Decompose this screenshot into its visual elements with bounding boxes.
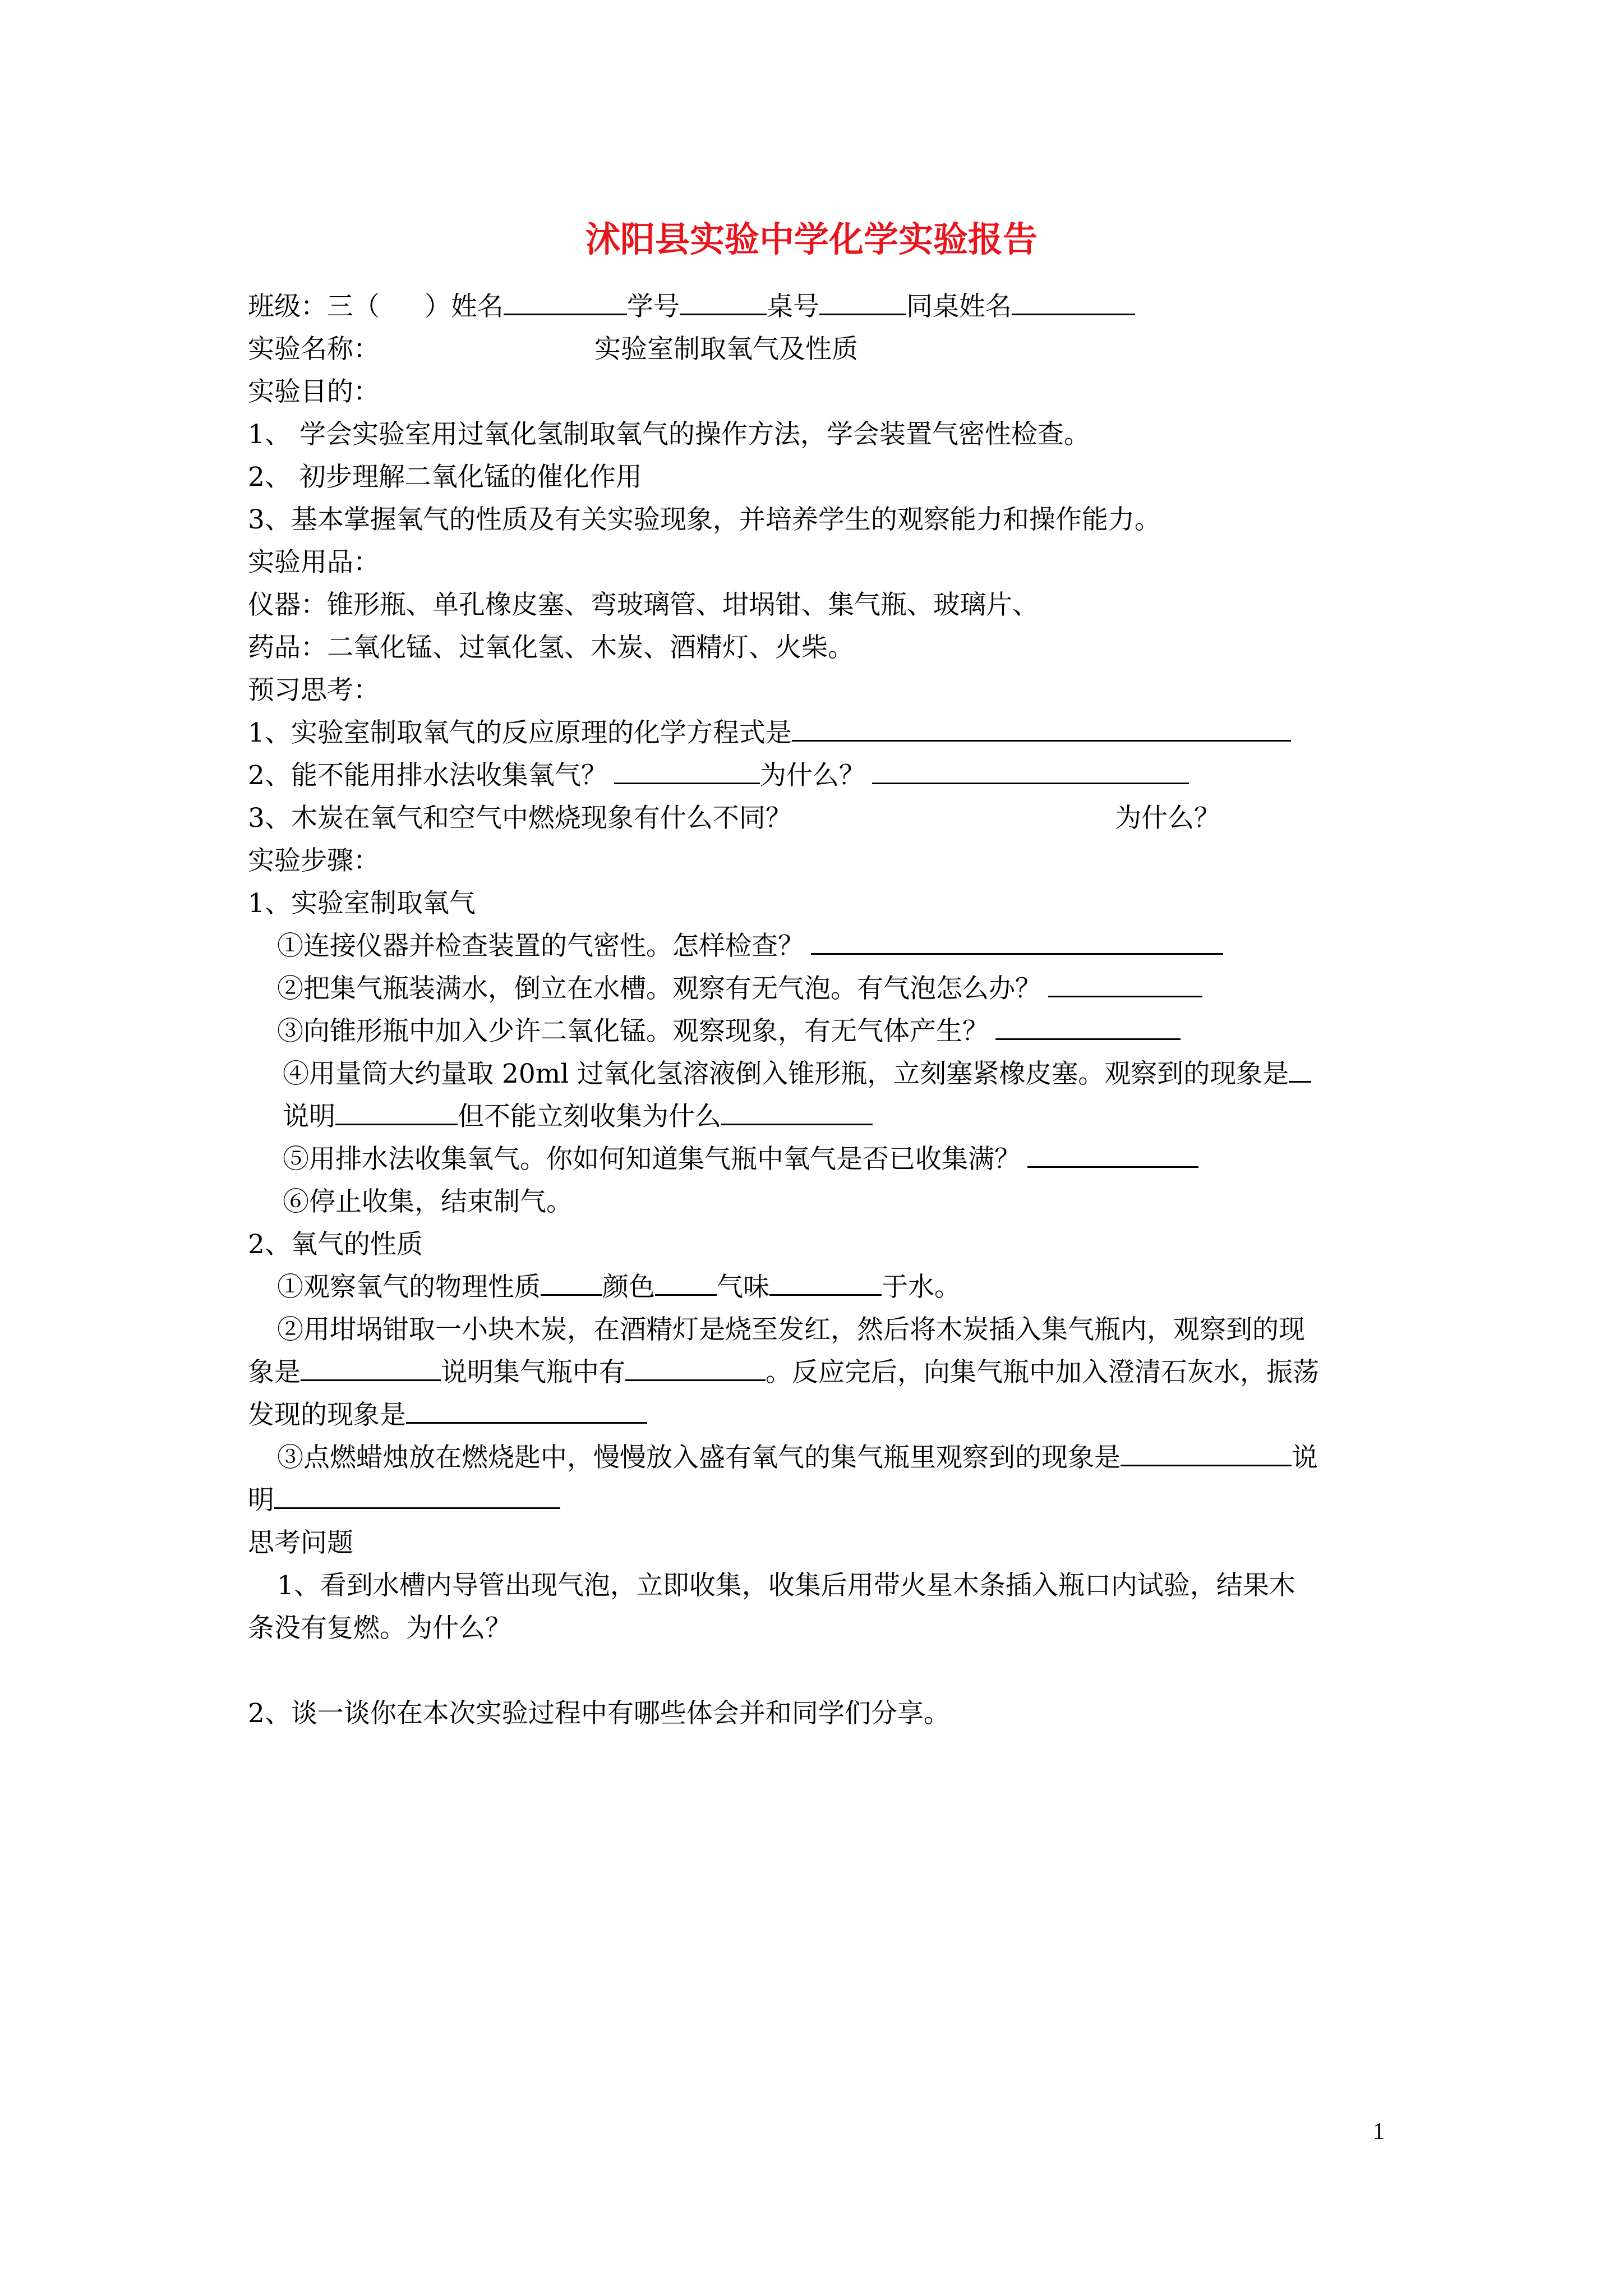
partner-blank[interactable] — [1012, 288, 1135, 315]
page-number: 1 — [1373, 2119, 1385, 2145]
step-6: ⑥停止收集，结束制气。 — [283, 1186, 573, 1217]
purpose-item-3: 3、基本掌握氧气的性质及有关实验现象，并培养学生的观察能力和操作能力。 — [248, 504, 1161, 535]
step-4: ④用量筒大约量取 20ml 过氧化氢溶液倒入锥形瓶，立刻塞紧橡皮塞。观察到的现象是 — [283, 1055, 1311, 1094]
experiment-name-label: 实验名称： — [248, 334, 380, 365]
bubbles-blank[interactable] — [1048, 970, 1202, 997]
charcoal-phenomenon-blank[interactable] — [301, 1354, 441, 1381]
step-4-continued: 说明 但不能立刻收集为什么 — [283, 1097, 873, 1137]
candle-phenomenon-blank[interactable] — [1121, 1439, 1292, 1466]
materials-chemicals: 药品：二氧化锰、过氧化氢、木炭、酒精灯、火柴。 — [248, 632, 854, 663]
student-info-line — [248, 287, 1135, 326]
step-1: ①连接仪器并检查装置的气密性。怎样检查？ — [277, 927, 1223, 966]
phenomenon-blank[interactable] — [1289, 1055, 1311, 1083]
partner-label: 同桌姓名 — [906, 291, 1012, 322]
steps-heading: 实验步骤： — [248, 845, 380, 876]
question-1-continued: 条没有复燃。为什么？ — [248, 1613, 511, 1644]
limewater-blank[interactable] — [406, 1396, 647, 1424]
question-2: 2、谈一谈你在本次实验过程中有哪些体会并和同学们分享。 — [248, 1698, 950, 1729]
preview-question-3-why: 为什么？ — [1115, 803, 1220, 834]
student-no-label: 学号 — [627, 291, 680, 322]
gas-produced-blank[interactable] — [995, 1013, 1181, 1040]
physical-state-blank[interactable] — [541, 1268, 602, 1296]
why-not-collect-blank[interactable] — [721, 1098, 873, 1125]
step-5: ⑤用排水法收集氧气。你如何知道集气瓶中氧气是否已收集满？ — [283, 1140, 1198, 1179]
property-2-continued: 象是 说明集气瓶中有 。反应完后，向集气瓶中加入澄清石灰水，振荡 — [248, 1353, 1319, 1392]
purpose-item-2: 2、 初步理解二氧化锰的催化作用 — [248, 462, 642, 493]
materials-heading: 实验用品： — [248, 547, 380, 578]
solubility-blank[interactable] — [769, 1268, 882, 1296]
explanation-blank[interactable] — [335, 1098, 458, 1125]
property-1: ①观察氧气的物理性质 颜色 气味 于水。 — [277, 1268, 961, 1307]
airtightness-blank[interactable] — [811, 927, 1223, 955]
bottle-contains-blank[interactable] — [625, 1354, 766, 1381]
purpose-item-1: 1、 学会实验室用过氧化氢制取氧气的操作方法，学会装置气密性检查。 — [248, 419, 1090, 450]
materials-instruments: 仪器：锥形瓶、单孔橡皮塞、弯玻璃管、坩埚钳、集气瓶、玻璃片、 — [248, 590, 1039, 620]
experiment-name-value: 实验室制取氧气及性质 — [594, 334, 858, 365]
property-2: ②用坩埚钳取一小块木炭，在酒精灯是烧至发红，然后将木炭插入集气瓶内，观察到的现 — [277, 1314, 1305, 1345]
preview-question-1: 1、实验室制取氧气的反应原理的化学方程式是 — [248, 714, 1291, 753]
steps-part2-heading: 2、氧气的性质 — [248, 1229, 423, 1260]
questions-heading: 思考问题 — [248, 1527, 353, 1558]
preview-question-3: 3、木炭在氧气和空气中燃烧现象有什么不同？ — [248, 803, 792, 834]
preview-heading: 预习思考： — [248, 675, 380, 706]
preview-question-2: 2、能不能用排水法收集氧气？ 为什么？ — [248, 756, 1189, 795]
color-blank[interactable] — [655, 1268, 717, 1296]
step-2: ②把集气瓶装满水，倒立在水槽。观察有无气泡。有气泡怎么办？ — [277, 969, 1202, 1009]
equation-blank[interactable] — [792, 714, 1291, 742]
class-close-name-label: ）姓名 — [425, 291, 504, 322]
full-check-blank[interactable] — [1027, 1140, 1198, 1168]
question-1: 1、看到水槽内导管出现气泡，立即收集，收集后用带火星木条插入瓶口内试验，结果木 — [277, 1570, 1295, 1601]
student-no-blank[interactable] — [680, 288, 767, 315]
property-2-limewater: 发现的现象是 — [248, 1396, 647, 1435]
document-title: 沭阳县实验中学化学实验报告 — [585, 219, 1038, 260]
candle-explanation-blank[interactable] — [274, 1481, 560, 1509]
class-label: 班级：三（ — [248, 291, 380, 322]
steps-part1-heading: 1、实验室制取氧气 — [248, 888, 476, 919]
drainage-reason-blank[interactable] — [872, 757, 1189, 784]
property-3: ③点燃蜡烛放在燃烧匙中，慢慢放入盛有氧气的集气瓶里观察到的现象是 说 — [277, 1438, 1318, 1478]
purpose-heading: 实验目的： — [248, 376, 380, 407]
property-3-continued: 明 — [248, 1481, 560, 1520]
step-3: ③向锥形瓶中加入少许二氧化锰。观察现象，有无气体产生？ — [277, 1012, 1181, 1051]
drainage-answer-blank[interactable] — [614, 757, 760, 784]
desk-no-label: 桌号 — [767, 291, 819, 322]
name-blank[interactable] — [504, 288, 627, 315]
desk-no-blank[interactable] — [819, 288, 906, 315]
